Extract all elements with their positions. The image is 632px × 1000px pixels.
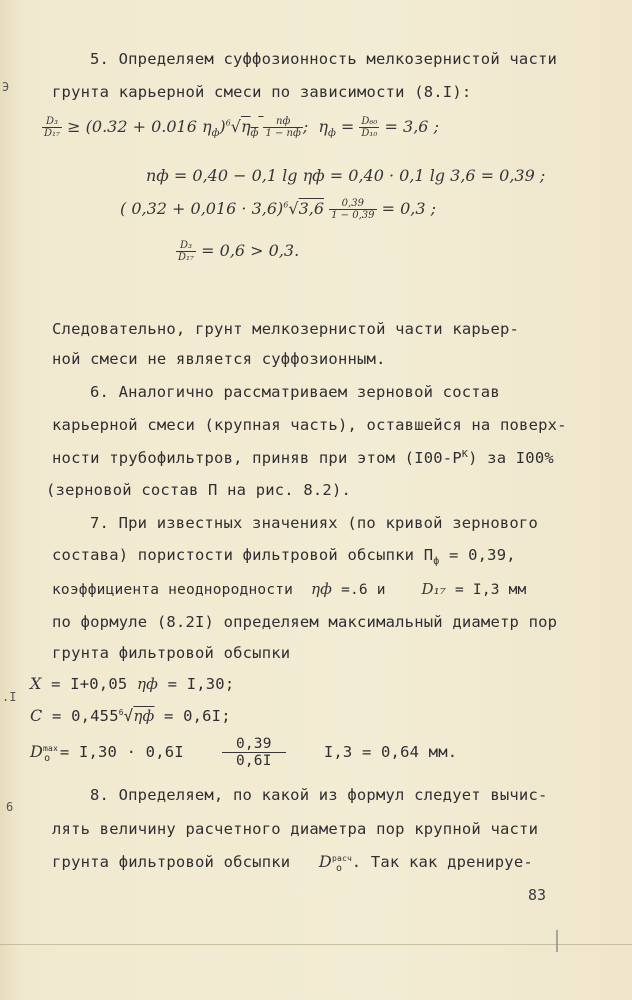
margin-mark: 6 [6,800,14,814]
equation-2: nф = 0,40 − 0,1 lg ηф = 0,40 · 0,1 lg 3,6 = 0,39 ; [146,166,546,185]
conclusion-line-2: ной смеси не является суффозионным. [52,350,386,368]
page-bottom-rule [0,944,632,945]
paragraph-7-line-3: коэффициента неоднородности ηф =.6 и D₁₇ = I,3 мм [52,580,527,598]
fraction: $\frac{0,39}{1 - 0,39}$ [331,198,375,221]
margin-mark: .I [2,690,17,704]
paragraph-5-line-2: грунта карьерной смеси по зависимости (8.I): [52,83,472,101]
paragraph-6-line-2: карьерной смеси (крупная часть), оставшейся на поверх- [52,416,567,434]
page-number: 83 [528,886,547,904]
ratio-fraction: $\frac{\text{D₃}}{\text{D₁₇}}$ [44,116,61,139]
paragraph-7-line-5: грунта фильтровой обсыпки [52,644,291,662]
fraction: $\frac{0,39}{0,6I}$ [222,736,286,769]
paragraph-8-line-1: 8. Определяем, по какой из формул следует вычис- [90,786,548,804]
margin-mark: Э [2,80,10,94]
formula-c: $C = 0,455^6√\eta ф = 0,6I$; [30,706,231,725]
eta-fraction: $\frac{\text{D₆₀}}{\text{D₁₀}}$ [361,116,378,139]
paragraph-8-line-3: грунта фильтровой обсыпки $D^{расч}_o$ . Так как дренируе- [52,852,533,875]
paragraph-5-line-1: 5. Определяем суффозионность мелкозернистой части [90,50,558,68]
formula-d-max: $D^{max}_o = I,30 \cdot 0,6I$ $\frac{0,39}{0,6I}$ I,3 = 0,64 мм. [30,736,458,769]
ratio-fraction: $\frac{\text{D₃}}{\text{D₁₇}}$ [178,240,195,263]
paragraph-7-line-2: состава) пористости фильтровой обсыпки $П_ф = 0,39$, [52,546,516,568]
paragraph-6-line-4: (зерновой состав П на рис. 8.2). [46,481,352,499]
paragraph-6-line-1: 6. Аналогично рассматриваем зерновой состав [90,383,500,401]
equation-3: ( 0,32 + 0,016 · 3,6)$^6$√3,6 $\frac{0,39}{1 - 0,39}$ = 0,3 ; [120,198,437,221]
equation-1: $\frac{\text{D₃}}{\text{D₁₇}}$ ≥ (0.32 + 0.016 $\eta_ф)^6√\eta_ф$ $\frac{nф}{1 - nф}$ ; $\eta_ф$ = $\frac{\text{D₆₀}}{\text{D₁₀}}$ = 3,6 ; [44,116,439,140]
conclusion-line-1: Следовательно, грунт мелкозернистой части карьер- [52,320,520,338]
porosity-fraction: $\frac{nф}{1 - nф}$ [265,116,301,139]
margin-tick [556,930,558,952]
paragraph-8-line-2: лять величину расчетного диаметра пор крупной части [52,820,539,838]
formula-x: X = I+0,05 ηф = I,30; [30,674,235,693]
paragraph-7-line-1: 7. При известных значениях (по кривой зернового [90,514,538,532]
paragraph-7-line-4: по формуле (8.2I) определяем максимальный диаметр пор [52,613,558,631]
paragraph-6-line-3: ности трубофильтров, приняв при этом $(I00-Р^К)$ за I00% [52,449,554,468]
equation-4: $\frac{\text{D₃}}{\text{D₁₇}}$ = 0,6 > 0,3. [178,240,300,263]
